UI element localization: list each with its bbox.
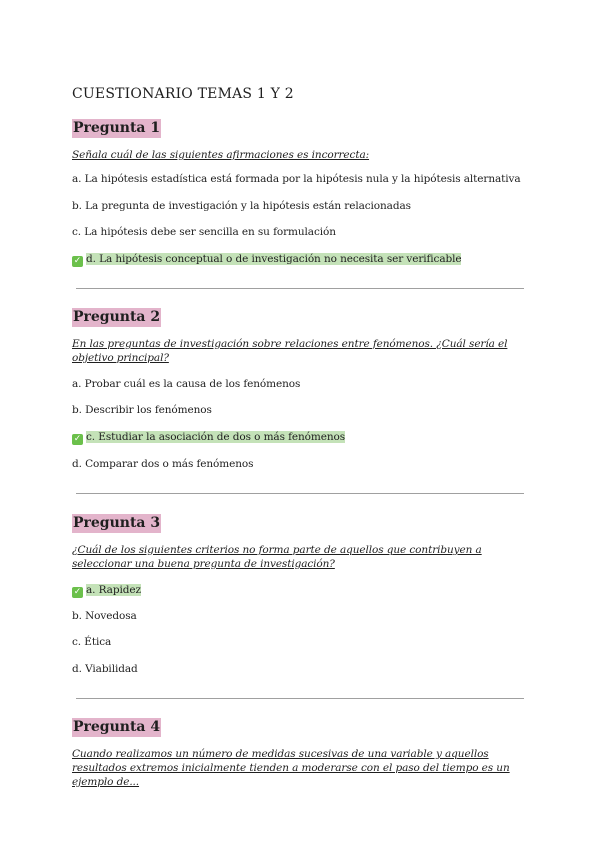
question-heading: Pregunta 1 [73, 120, 161, 136]
question-1 [72, 117, 524, 162]
question-heading: Pregunta 2 [73, 309, 161, 325]
option-label: b. Novedosa [72, 610, 137, 622]
option-label: d. Viabilidad [72, 663, 138, 675]
question-text: Señala cuál de las siguientes afirmaciones es incorrecta: [72, 149, 370, 161]
option-d [72, 662, 138, 677]
check-mark-icon: ✓ [73, 434, 82, 444]
option-d [72, 457, 253, 472]
question-2 [72, 306, 524, 365]
divider [76, 698, 524, 699]
option-label: c. Estudiar la asociación de dos o más fenómenos [86, 431, 346, 443]
option-label: c. Ética [72, 636, 112, 648]
option-b [72, 199, 411, 214]
option-c [72, 635, 111, 650]
option-label: c. La hipótesis debe ser sencilla en su formulación [72, 226, 336, 238]
question-text: En las preguntas de investigación sobre relaciones entre fenómenos. ¿Cuál sería el objetivo principal? [72, 338, 508, 364]
divider [76, 288, 524, 289]
question-text: ¿Cuál de los siguientes criterios no forma parte de aquellos que contribuyen a seleccionar una buena pregunta de investigación? [72, 544, 482, 570]
option-label: d. Comparar dos o más fenómenos [72, 458, 254, 470]
option-c-correct [72, 430, 345, 445]
check-mark-icon: ✓ [73, 256, 82, 266]
question-4 [72, 716, 524, 789]
option-label: b. Describir los fenómenos [72, 404, 212, 416]
option-c [72, 225, 336, 240]
option-b [72, 403, 212, 418]
check-mark-icon: ✓ [73, 587, 82, 597]
question-heading: Pregunta 3 [73, 515, 161, 531]
question-3 [72, 512, 524, 571]
option-a-correct [72, 583, 141, 598]
option-a [72, 172, 521, 187]
option-label: a. Rapidez [86, 584, 141, 596]
document-title: CUESTIONARIO TEMAS 1 Y 2 [72, 86, 294, 102]
question-heading: Pregunta 4 [73, 719, 161, 735]
divider [76, 493, 524, 494]
option-b [72, 609, 137, 624]
option-d-correct [72, 252, 461, 267]
question-text: Cuando realizamos un número de medidas sucesivas de una variable y aquellos resultados extremos inicialmente tienden a moderarse con el paso del tiempo es un ejemplo de... [72, 748, 510, 788]
option-label: d. La hipótesis conceptual o de investigación no necesita ser verificable [86, 253, 462, 265]
option-label: b. La pregunta de investigación y la hipótesis están relacionadas [72, 200, 411, 212]
option-label: a. La hipótesis estadística está formada por la hipótesis nula y la hipótesis alternativa [72, 173, 521, 185]
option-label: a. Probar cuál es la causa de los fenómenos [72, 378, 301, 390]
option-a [72, 377, 300, 392]
